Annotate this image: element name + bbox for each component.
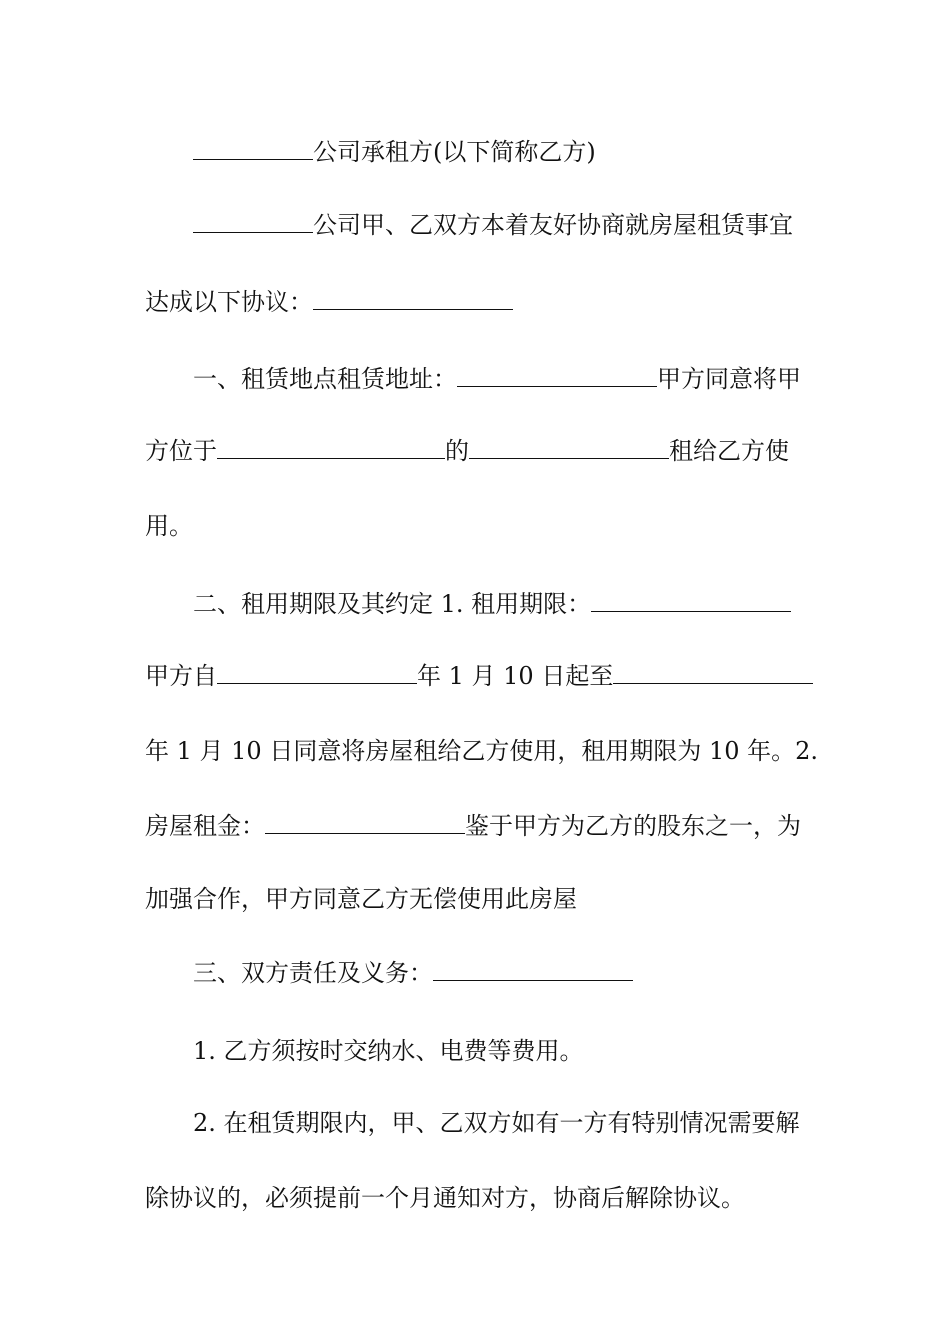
- duties-blank[interactable]: [433, 958, 633, 981]
- section-1-text-3: 的: [445, 437, 469, 465]
- location-blank[interactable]: [217, 436, 445, 459]
- intro-line-1: [193, 208, 807, 242]
- section-3-item-2-line-1: [193, 1106, 807, 1140]
- section-2-text-1: 甲方自: [145, 662, 217, 690]
- section-3-line-1: [193, 956, 807, 990]
- section-3-item-1-text: 1. 乙方须按时交纳水、电费等费用。: [193, 1037, 584, 1065]
- lessor-name-blank[interactable]: [193, 210, 313, 233]
- section-2-line-4: [145, 809, 807, 843]
- lessee-line: [193, 135, 807, 169]
- section-2-line-1: [193, 587, 807, 621]
- section-2-line-2: [145, 659, 807, 693]
- section-3-item-1: [193, 1034, 807, 1068]
- section-1-line-2: [145, 434, 807, 468]
- start-year-blank[interactable]: [217, 661, 417, 684]
- section-2-text-2: 年 1 月 10 日起至: [417, 662, 614, 690]
- section-1-line-3: [145, 509, 807, 543]
- section-1-text-1: 甲方同意将甲: [657, 365, 801, 393]
- section-1-heading: 一、租赁地点租赁地址：: [193, 365, 457, 393]
- lessee-name-blank[interactable]: [193, 137, 313, 160]
- section-1-text-2: 方位于: [145, 437, 217, 465]
- rent-blank[interactable]: [265, 811, 465, 834]
- section-2-text-6: 加强合作，甲方同意乙方无偿使用此房屋: [145, 885, 577, 913]
- section-3-item-2-text-2: 除协议的，必须提前一个月通知对方，协商后解除协议。: [145, 1184, 745, 1212]
- section-3-heading: 三、双方责任及义务：: [193, 959, 433, 987]
- lessee-text: 公司承租方(以下简称乙方): [313, 138, 596, 166]
- intro-line-2: [145, 285, 807, 319]
- section-2-text-3: 年 1 月 10 日同意将房屋租给乙方使用，租用期限为 10 年。2.: [145, 737, 819, 765]
- lease-address-blank[interactable]: [457, 364, 657, 387]
- section-2-line-3: [145, 734, 819, 768]
- section-2-text-5: 鉴于甲方为乙方的股东之一，为: [465, 812, 801, 840]
- section-2-text-4: 房屋租金：: [145, 812, 265, 840]
- intro-blank[interactable]: [313, 287, 513, 310]
- lease-term-blank[interactable]: [591, 589, 791, 612]
- section-2-line-5: [145, 882, 807, 916]
- section-1-text-5: 用。: [145, 512, 193, 540]
- intro-text-1: 公司甲、乙双方本着友好协商就房屋租赁事宜: [313, 211, 793, 239]
- intro-text-2: 达成以下协议：: [145, 288, 313, 316]
- section-3-item-2-line-2: [145, 1181, 807, 1215]
- end-year-blank[interactable]: [613, 661, 813, 684]
- section-2-heading: 二、租用期限及其约定 1. 租用期限：: [193, 590, 592, 618]
- section-3-item-2-text-1: 2. 在租赁期限内，甲、乙双方如有一方有特别情况需要解: [193, 1109, 800, 1137]
- section-1-text-4: 租给乙方使: [669, 437, 789, 465]
- section-1-line-1: [193, 362, 807, 396]
- property-blank[interactable]: [469, 436, 669, 459]
